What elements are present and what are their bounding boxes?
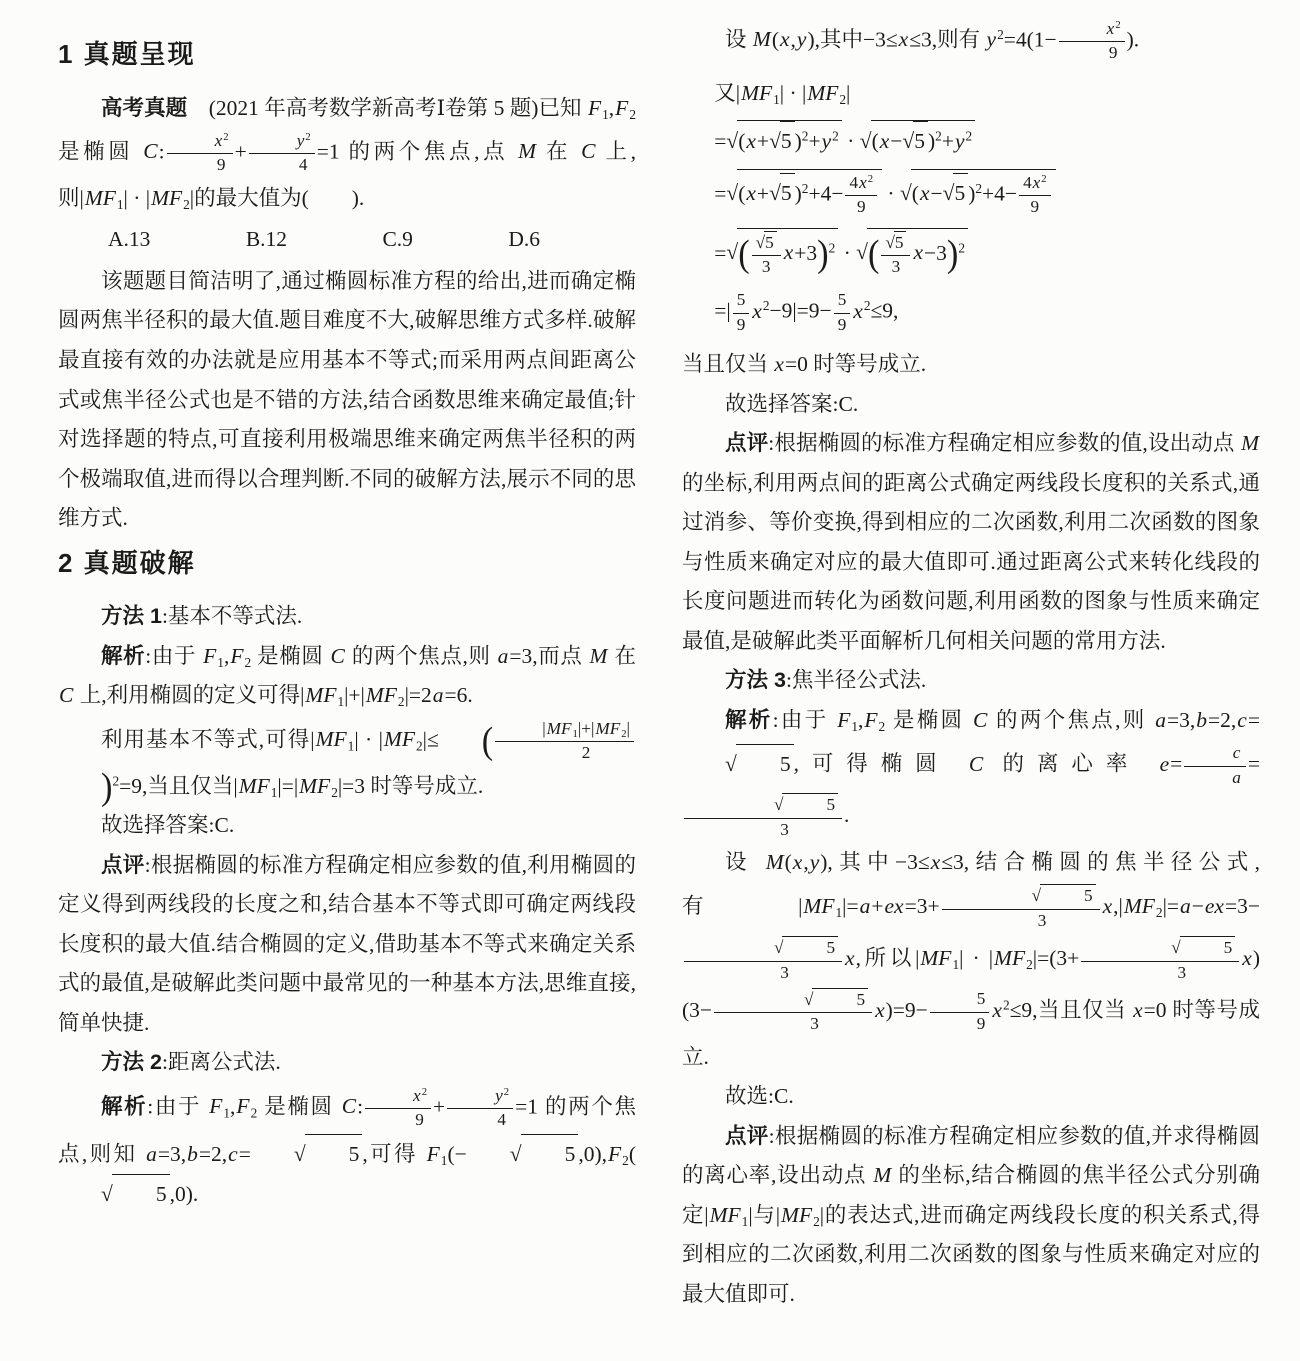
paragraph: 点评:根据椭圆的标准方程确定相应参数的值,利用椭圆的定义得到两线段的长度之和,结合基本不等式即可确定两线段长度积的最大值.结合椭圆的定义,借助基本不等式来确定关系式的最值,是破解此类问题中最常见的一种基本方法,思维直接,简单快捷. bbox=[58, 852, 636, 1035]
math-line: = √ (x+ √ 5 )$^2$+4− $\frac{4x^2}{9}$ · √ (x− √ 5 )$^2$+4− $\frac{4x^2}{9}$ bbox=[714, 169, 1260, 221]
math-line: = √ ( √ $\frac{5}{3}$ x+3)$^2$ · √ ( √ $\frac{5}{3}$ x−3)$^2$ bbox=[714, 228, 1260, 281]
math-line: 又$|MF_1| \cdot |MF_2|$ bbox=[714, 80, 851, 107]
option-choice: A.13 bbox=[108, 227, 151, 252]
paragraph: 当且仅当 x=0 时等号成立. bbox=[682, 351, 927, 376]
paragraph: 方法 3:焦半径公式法. bbox=[725, 668, 927, 693]
section-heading: 1 真题呈现 bbox=[58, 39, 196, 69]
paragraph: 故选择答案:C. bbox=[101, 813, 235, 838]
paragraph: 点评:根据椭圆的标准方程确定相应参数的值,设出动点 M 的坐标,利用两点间的距离公式确定两线段长度积的关系式,通过消参、等价变换,得到相应的二次函数,利用二次函数的图象与性质来确定对应的最大值即可.通过距离公式来转化线段的长度问题进而转化为函数问题,利用函数的图象与性质来确定最值,是破解此类平面解析几何相关问题的常用方法. bbox=[682, 431, 1260, 653]
math-line: = √ (x+ √ 5 )$^2+y^2$ · √ (x− √ 5 )$^2+y^2$ bbox=[714, 120, 1260, 162]
math-line: =| $\frac{5}{9}$ $x^2-9|=9-$ $\frac{5}{9}$ $x^2\le 9$, bbox=[714, 290, 899, 334]
paragraph: 解析:由于 $F_1,F_2$ 是椭圆 C 的两个焦点,则 a=3,b=2,c=√ 5 ,可得椭圆 C 的离心率 e= $\frac{c}{a}$ = √ $\frac{5}{3}$ . bbox=[682, 701, 1260, 843]
left-column bbox=[58, 16, 636, 1361]
paragraph: 高考真题 (2021 年高考数学新高考Ⅰ卷第 5 题)已知 $F_1,F_2$ 是椭圆 C: $\frac{x^2}{9}$ + $\frac{y^2}{4}$ =1 的两个焦点,点 M 在 C 上,则$|MF_1| \cdot |MF_2|$的最大值为( ). bbox=[58, 95, 636, 212]
paragraph: 该题题目简洁明了,通过椭圆标准方程的给出,进而确定椭圆两焦半径积的最大值.题目难度不大,破解思维方式多样.破解最直接有效的办法就是应用基本不等式;而采用两点间距离公式或焦半径公式也是不错的方法,结合函数思维来确定最值;针对选择题的特点,可直接利用极端思维来确定两焦半径积的两个极端取值,进而得以合理判断.不同的破解方法,展示不同的思维方式. bbox=[58, 268, 636, 531]
paragraph: 设 M(x,y),其中−3≤x≤3,则有 $y^2=4(1-$ $\frac{x^2}{9}$ ). bbox=[725, 19, 1140, 63]
paragraph: 点评:根据椭圆的标准方程确定相应参数的值,并求得椭圆的离心率,设出动点 M 的坐标,结合椭圆的焦半径公式分别确定$|MF_1|$与$|MF_2|$的表达式,进而确定两线段长度的积关系式,得到相应的二次函数,利用二次函数的图象与性质来确定对应的最大值即可. bbox=[682, 1123, 1260, 1306]
right-column bbox=[682, 16, 1260, 1361]
option-choice: D.6 bbox=[508, 227, 540, 252]
paragraph: 故选:C. bbox=[725, 1084, 794, 1109]
paragraph: 解析:由于 $F_1,F_2$ 是椭圆 C 的两个焦点,则 a=3,而点 M 在 C 上,利用椭圆的定义可得$|MF_1|+|MF_2|=2a=6$. bbox=[59, 643, 636, 710]
option-choice: C.9 bbox=[382, 227, 413, 252]
options-row bbox=[58, 218, 636, 262]
paragraph: 解析:由于 $F_1,F_2$ 是椭圆 C: $\frac{x^2}{9}$ + $\frac{y^2}{4}$ =1 的两个焦点,则知 a=3,b=2,c= √ 5 ,可得 $F_1(-$ √ 5 $,0),F_2(√$ 5 ,0). bbox=[58, 1083, 636, 1215]
paragraph: 方法 2:距离公式法. bbox=[101, 1050, 281, 1075]
option-choice: B.12 bbox=[245, 227, 288, 252]
paragraph: 方法 1:基本不等式法. bbox=[101, 604, 303, 629]
paragraph: 利用基本不等式,可得$|MF_1| \cdot |MF_2|\le$ ( $\frac{|MF_1|+|MF_2|}{2}$ )$^2$=9,当且仅当$|MF_1|=|MF_2|=3$ 时等号成立. bbox=[58, 716, 636, 806]
paragraph: 设 M(x,y),其中−3≤x≤3,结合椭圆的焦半径公式,有$|MF_1|=a+ex=3+$ √ $\frac{5}{3}$ $x,|MF_2|=a-ex=3-$ √ $\frac{5}{3}$ x,所以$|MF_1| \cdot |MF_2|=(3+$ √ $\frac{5}{3}$ x)(3− √ $\frac{5}{3}$ x)=9− $\frac{5}{9}$ $x^2\le 9$,当且仅当 x=0 时等号成立. bbox=[682, 843, 1260, 1077]
section-heading: 2 真题破解 bbox=[58, 547, 196, 578]
paragraph: 故选择答案:C. bbox=[725, 391, 859, 416]
